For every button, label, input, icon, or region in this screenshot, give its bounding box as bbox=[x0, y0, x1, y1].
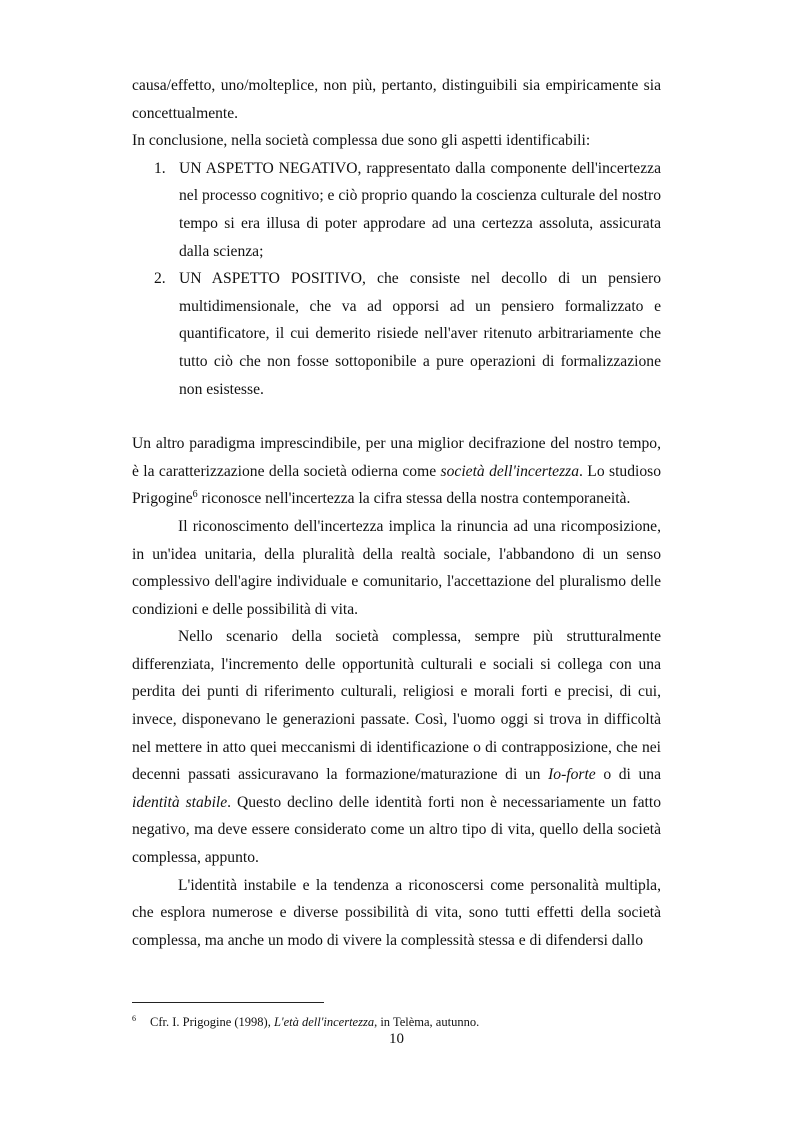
scenario-paragraph bbox=[132, 623, 661, 871]
instability-paragraph: L'identità instabile e la tendenza a riconoscersi come personalità multipla, che esplora numerose e diverse possibilità di vita, sono tutti effetti della società complessa, ma anche un modo di vivere la complessità stessa e di difendersi dallo bbox=[132, 876, 661, 949]
paradigm-text-1: Un altro paradigma imprescindibile, per una miglior decifrazione del nostro tempo, è la caratterizzazione della società odierna come bbox=[132, 435, 661, 480]
paragraph-gap bbox=[132, 403, 661, 430]
aspects-list bbox=[132, 155, 661, 403]
list-item-text: UN ASPETTO POSITIVO, che consiste nel decollo di un pensiero multidimensionale, che va ad opporsi ad un pensiero formalizzato e quantificatore, il cui demerito risiede nell'aver ritenuto arbitrariamente che tutto ciò che non fosse sottoponibile a pure operazioni di formalizzazione non esistesse. bbox=[179, 270, 661, 398]
footnote bbox=[132, 1011, 661, 1030]
recognition-paragraph: Il riconoscimento dell'incertezza implica la rinuncia ad una ricomposizione, in un'idea unitaria, della pluralità della realtà sociale, l'abbandono di un senso complessivo dell'agire individuale e comunitario, l'accettazione del pluralismo delle condizioni e delle possibilità di vita. bbox=[132, 517, 661, 618]
list-item-number: 2. bbox=[154, 270, 166, 288]
page-number: 10 bbox=[389, 1031, 404, 1047]
scenario-text-2: o di una bbox=[595, 766, 661, 784]
scenario-text-1: Nello scenario della società complessa, sempre più strutturalmente differenziata, l'incremento delle opportunità culturali e sociali si collega con una perdita dei punti di riferimento culturali, religiosi e morali forti e precisi, di cui, invece, disponevano le generazioni passate. Così, l'uomo oggi si trova in difficoltà nel mettere in atto quei meccanismi di identificazione o di contrapposizione, che nei decenni passati assicuravano la formazione/maturazione di un bbox=[132, 628, 661, 784]
conclusion-intro: In conclusione, nella società complessa due sono gli aspetti identificabili: bbox=[132, 132, 591, 150]
continuation-paragraph: causa/effetto, uno/molteplice, non più, pertanto, distinguibili sia empiricamente sia concettualmente. bbox=[132, 77, 661, 122]
scenario-text-3: . Questo declino delle identità forti non è necessariamente un fatto negativo, ma deve essere considerato come un altro tipo di vita, quello della società complessa, appunto. bbox=[132, 793, 661, 867]
scenario-italic-2: identità stabile bbox=[132, 793, 228, 811]
list-item-text: UN ASPETTO NEGATIVO, rappresentato dalla componente dell'incertezza nel processo cognitivo; e ciò proprio quando la coscienza culturale del nostro tempo si era illusa di poter approdare ad una certezza assoluta, assicurata dalla scienza; bbox=[179, 159, 661, 260]
footnote-text-1: Cfr. I. Prigogine (1998), bbox=[150, 1015, 274, 1029]
paradigm-text-2: . Lo studioso Prigogine bbox=[132, 462, 661, 508]
footnote-title: L'età dell'incertezza bbox=[273, 1015, 375, 1029]
page-body bbox=[132, 72, 661, 954]
footnote-divider bbox=[132, 1002, 324, 1003]
scenario-italic-1: Io-forte bbox=[548, 766, 596, 784]
list-item bbox=[132, 265, 661, 403]
footnote-reference: 6 bbox=[192, 489, 198, 501]
list-item bbox=[132, 155, 661, 265]
footnote-text-2: , in Telèma, autunno. bbox=[374, 1015, 480, 1029]
paradigm-italic: società dell'incertezza bbox=[440, 462, 580, 480]
list-item-number: 1. bbox=[154, 159, 166, 177]
footnote-mark: 6 bbox=[132, 1014, 136, 1023]
paradigm-paragraph bbox=[132, 430, 661, 513]
paradigm-text-3: riconosce nell'incertezza la cifra stessa della nostra contemporaneità. bbox=[197, 490, 631, 508]
